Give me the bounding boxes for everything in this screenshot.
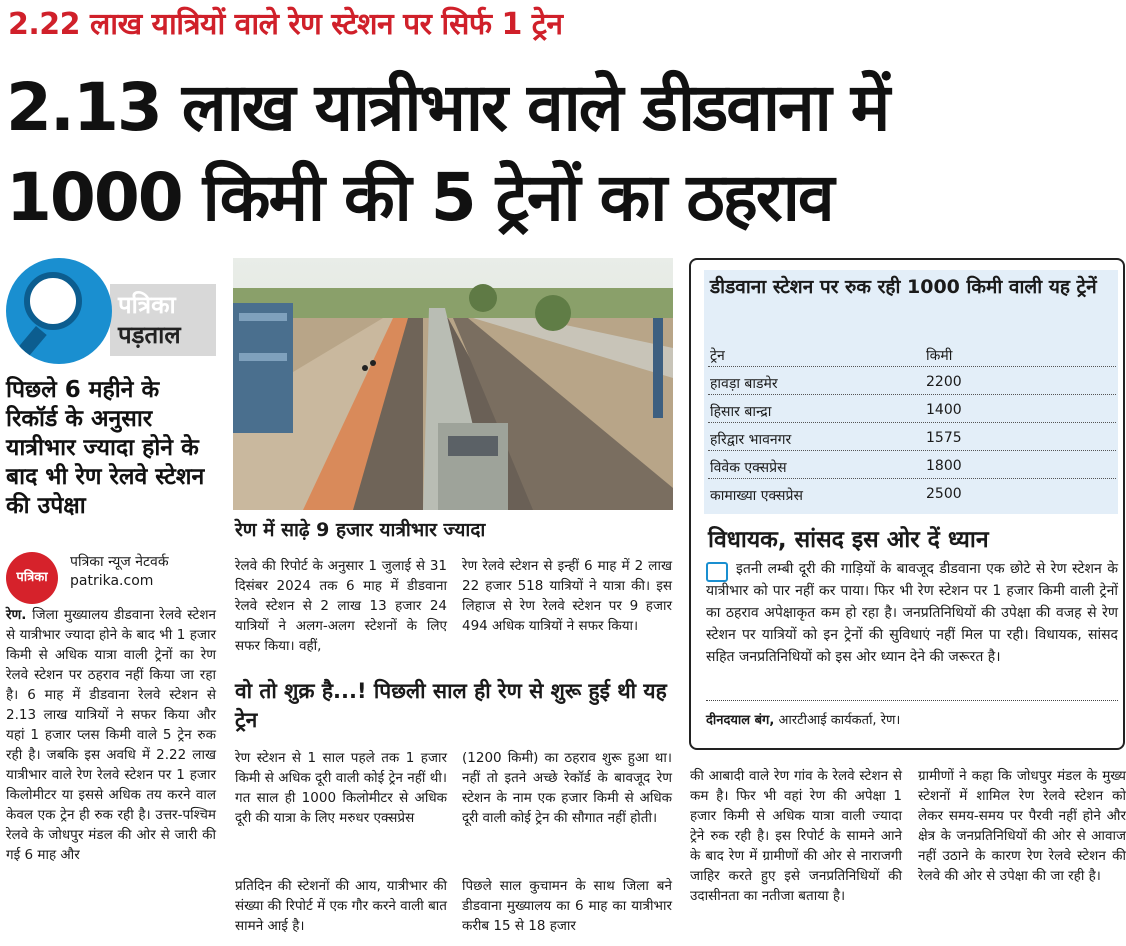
- section1-column-1: रेलवे की रिपोर्ट के अनुसार 1 जुलाई से 31 दिसंबर 2024 तक 6 माह में डीडवाना रेलवे स्टेशन से 2 लाख 13 हजार 24 यात्रियों ने अलग-अलग स्टेशनों के लिए सफर किया। वहीं,: [235, 558, 447, 654]
- train-km: 2200: [926, 374, 962, 390]
- table-row: [708, 482, 1116, 506]
- train-name: कामाख्या एक्सप्रेस: [710, 488, 803, 504]
- patrika-badge-icon: पत्रिका: [6, 552, 58, 604]
- section2-heading: वो तो शुक्र है...! पिछली साल ही रेण से शुरू हुई थी यह ट्रेन: [235, 679, 667, 732]
- train-km: 1400: [926, 402, 962, 418]
- section3-column-2: पिछले साल कुचामन के साथ जिला बने डीडवाना मुख्यालय का 6 माह का यात्रीभार करीब 15 से 18 हजार: [462, 878, 672, 934]
- left-subheading: पिछले 6 महीने के रिकॉर्ड के अनुसार यात्रीभार ज्यादा होने के बाद भी रेण रेलवे स्टेशन की उपेक्षा: [6, 377, 205, 519]
- section2-column-2: (1200 किमी) का ठहराव शुरू हुआ था। नहीं तो इतने अच्छे रेकॉर्ड के बावजूद रेण स्टेशन के नाम एक हजार किमी से अधिक दूरी वाली कोई ट्रेन की सौगात नहीं होती।: [462, 750, 672, 826]
- station-photo: [233, 258, 673, 510]
- section2-column-1: रेण स्टेशन से 1 साल पहले तक 1 हजार किमी से अधिक दूरी वाली कोई ट्रेन नहीं थी। गत साल ही 1000 किलोमीटर से अधिक दूरी की यात्रा के लिए मरुधर एक्सप्रेस: [235, 750, 447, 826]
- main-headline-line-1: 2.13 लाख यात्रीभार वाले डीडवाना में: [6, 69, 889, 146]
- dateline: रेण.: [6, 607, 27, 623]
- section3-column-1: प्रतिदिन की स्टेशनों की आय, यात्रीभार की संख्या की रिपोर्ट में एक गौर करने वाली बात सामने आई है।: [235, 878, 447, 934]
- train-km: 1575: [926, 430, 962, 446]
- header-train: ट्रेन: [710, 348, 725, 364]
- table-row: [708, 398, 1116, 423]
- opinion-text: इतनी लम्बी दूरी की गाड़ियों के बावजूद डीडवाना एक छोटे से रेण स्टेशन के यात्रीभार को पार नहीं कर पाया। फिर भी रेण स्टेशन पर 1 हजार किमी वाली ट्रेनों का ठहराव अपेक्षाकृत कम हो रहा है। जनप्रतिनिधियों की उपेक्षा की वजह से रेण स्टेशन पर यात्रियों को इन ट्रेनों की सुविधाएं नहीं मिल पा रही। विधायक, सांसद सहित जनप्रतिनिधियों को इस ओर ध्यान देने की जरूरत है।: [706, 561, 1118, 665]
- header-km: किमी: [926, 348, 953, 364]
- train-name: हावड़ा बाडमेर: [710, 376, 778, 392]
- logo-text-padtal: पड़ताल: [118, 321, 181, 349]
- author-role: आरटीआई कार्यकर्ता, रेण।: [774, 713, 901, 728]
- train-km: 2500: [926, 486, 962, 502]
- table-row: [708, 370, 1116, 395]
- train-name: हरिद्वार भावनगर: [710, 432, 792, 448]
- train-table-header: [708, 342, 1116, 367]
- left-column-text: [6, 605, 216, 865]
- author-name: दीनदयाल बंग,: [706, 713, 775, 728]
- byline-network: पत्रिका न्यूज नेटवर्क: [70, 554, 169, 570]
- lower-right-column-2: ग्रामीणों ने कहा कि जोधपुर मंडल के मुख्य स्टेशनों में शामिल रेण रेलवे स्टेशन को लेकर समय-समय पर पैरवी नहीं होने और क्षेत्र के जनप्रतिनिधियों की ओर से आवाज नहीं उठाने के कारण रेण रेलवे स्टेशन की रेलवे की ओर से उपेक्षा की जा रही है।: [918, 768, 1126, 884]
- logo-text-patrika: पत्रिका: [118, 291, 176, 319]
- main-headline-line-2: 1000 किमी की 5 ट्रेनों का ठहराव: [6, 159, 833, 236]
- section1-heading: रेण में साढ़े 9 हजार यात्रीभार ज्यादा: [235, 519, 486, 541]
- table-row: [708, 426, 1116, 451]
- train-name: विवेक एक्सप्रेस: [710, 460, 787, 476]
- lower-right-column-1: की आबादी वाले रेण गांव के रेलवे स्टेशन से कम है। फिर भी वहां रेण की अपेक्षा 1 हजार किमी से अधिक यात्रा वाली ज्यादा ट्रेने रुक रही है। इस रिपोर्ट के सामने आने के बाद रेण में ग्रामीणों की ओर से नाराजगी जाहिर करते हुए इसे जनप्रतिनिधियों की उदासीनता का नतीजा बताया है।: [690, 768, 902, 904]
- kicker-headline: 2.22 लाख यात्रियों वाले रेण स्टेशन पर सिर्फ 1 ट्रेन: [8, 7, 563, 42]
- opinion-author: [706, 710, 900, 728]
- opinion-heading: विधायक, सांसद इस ओर दें ध्यान: [708, 527, 989, 553]
- train-km: 1800: [926, 458, 962, 474]
- train-table-title: डीडवाना स्टेशन पर रुक रही 1000 किमी वाली यह ट्रेनें: [710, 276, 1097, 298]
- opinion-divider: [706, 700, 1118, 701]
- section1-column-2: रेण रेलवे स्टेशन से इन्हीं 6 माह में 2 लाख 22 हजार 518 यात्रियों ने यात्रा की। इस लिहाज से रेण रेलवे स्टेशन पर 9 हजार 494 अधिक यात्रियों ने सफर किया।: [462, 558, 672, 634]
- train-name: हिसार बान्द्रा: [710, 404, 772, 420]
- byline-site-link[interactable]: patrika.com: [70, 573, 154, 589]
- magnifier-icon: [6, 258, 112, 364]
- left-column-body: जिला मुख्यालय डीडवाना रेलवे स्टेशन से यात्रीभार ज्यादा होने के बाद भी 1 हजार किमी से अधिक यात्रा वाली ट्रेनों का रेण रेलवे स्टेशन पर ठहराव नहीं किया जा रहा है। 6 माह में डीडवाना रेलवे स्टेशन से 2.13 लाख यात्रियों ने सफर किया और यहां 1 हजार प्लस किमी वाले 5 ट्रेन रुक रही है। जबकि इस अवधि में 2.22 लाख यात्रीभार वाले रेण रेलवे स्टेशन पर 1 हजार किलोमीटर या इससे अधिक तय करने वाल केवल एक ट्रेन ही रुक रही है। उत्तर-पश्चिम रेलवे के जोधपुर मंडल की ओर से जारी की गई 6 माह और: [6, 607, 216, 863]
- table-row: [708, 454, 1116, 479]
